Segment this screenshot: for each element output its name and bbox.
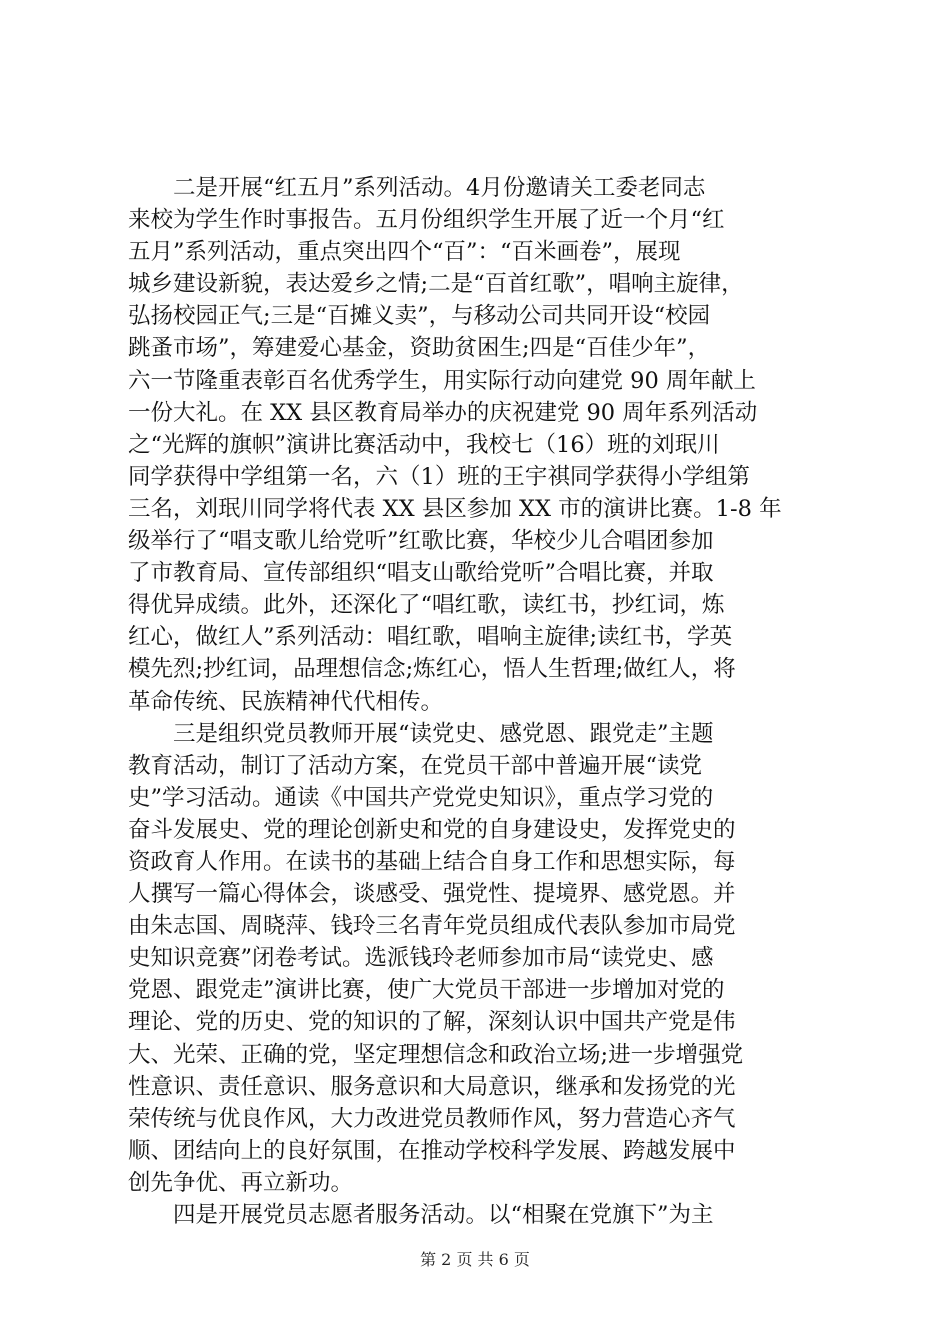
text-line: 二是开展“红五月”系列活动。4月份邀请关工委老同志	[128, 175, 706, 201]
text-line: 之“光辉的旗帜”演讲比赛活动中，我校七（16）班的刘珉川	[128, 431, 720, 458]
text-line: 荣传统与优良作风，大力改进党员教师作风，努力营造心齐气	[128, 1105, 736, 1132]
page-footer	[0, 1247, 950, 1270]
text-line: 来校为学生作时事报告。五月份组织学生开展了近一个月“红	[128, 207, 725, 234]
text-line: 教育活动，制订了活动方案，在党员干部中普遍开展“读党	[128, 752, 703, 779]
text-line: 人撰写一篇心得体会，谈感受、强党性、提境界、感党恩。并	[128, 881, 736, 908]
text-line: 党恩、跟党走”演讲比赛，使广大党员干部进一步增加对党的	[128, 977, 725, 1004]
text-line: 资政育人作用。在读书的基础上结合自身工作和思想实际，每	[128, 848, 736, 875]
text-line: 级举行了“唱支歌儿给党听”红歌比赛，华校少儿合唱团参加	[128, 528, 714, 555]
text-line: 革命传统、民族精神代代相传。	[128, 688, 444, 715]
text-line: 创先争优、再立新功。	[128, 1169, 354, 1196]
text-line: 顺、团结向上的良好氛围，在推动学校科学发展、跨越发展中	[128, 1137, 736, 1164]
text-line: 三是组织党员教师开展“读党史、感党恩、跟党走”主题	[128, 720, 714, 747]
text-line: 同学获得中学组第一名，六（1）班的王宇祺同学获得小学组第	[128, 463, 750, 490]
page-number-label: 第 2 页 共 6 页	[420, 1250, 530, 1269]
text-line: 了市教育局、宣传部组织“唱支山歌给党听”合唱比赛，并取	[128, 560, 714, 587]
text-line: 一份大礼。在 XX 县区教育局举办的庆祝建党 90 周年系列活动	[128, 399, 758, 426]
text-line: 史”学习活动。通读《中国共产党党史知识》，重点学习党的	[128, 784, 714, 811]
text-line: 三名，刘珉川同学将代表 XX 县区参加 XX 市的演讲比赛。1-8 年	[128, 495, 782, 522]
text-line: 大、光荣、正确的党，坚定理想信念和政治立场;进一步增强党	[128, 1041, 744, 1068]
text-line: 理论、党的历史、党的知识的了解，深刻认识中国共产党是伟	[128, 1009, 736, 1036]
text-line: 五月”系列活动，重点突出四个“百”：“百米画卷”，展现	[128, 239, 681, 266]
text-line: 弘扬校园正气;三是“百摊义卖”，与移动公司共同开设“校园	[128, 303, 711, 330]
text-line: 模先烈;抄红词，品理想信念;炼红心，悟人生哲理;做红人，将	[128, 656, 736, 683]
text-line: 性意识、责任意识、服务意识和大局意识，继承和发扬党的光	[128, 1073, 736, 1100]
text-line: 奋斗发展史、党的理论创新史和党的自身建设史，发挥党史的	[128, 816, 736, 843]
text-line: 史知识竞赛”闭卷考试。选派钱玲老师参加市局“读党史、感	[128, 945, 714, 972]
text-line: 四是开展党员志愿者服务活动。以“相聚在党旗下”为主	[128, 1202, 714, 1228]
text-line: 城乡建设新貌，表达爱乡之情;二是“百首红歌”，唱响主旋律，	[128, 271, 744, 298]
text-line: 由朱志国、周晓萍、钱玲三名青年党员组成代表队参加市局党	[128, 913, 736, 940]
body-text	[128, 172, 828, 1231]
text-line: 得优异成绩。此外，还深化了“唱红歌，读红书，抄红词，炼	[128, 592, 725, 619]
text-line: 红心，做红人”系列活动：唱红歌，唱响主旋律;读红书，学英	[128, 624, 733, 651]
text-line: 跳蚤市场”，筹建爱心基金，资助贫困生;四是“百佳少年”，	[128, 335, 711, 362]
text-line: 六一节隆重表彰百名优秀学生，用实际行动向建党 90 周年献上	[128, 367, 756, 394]
